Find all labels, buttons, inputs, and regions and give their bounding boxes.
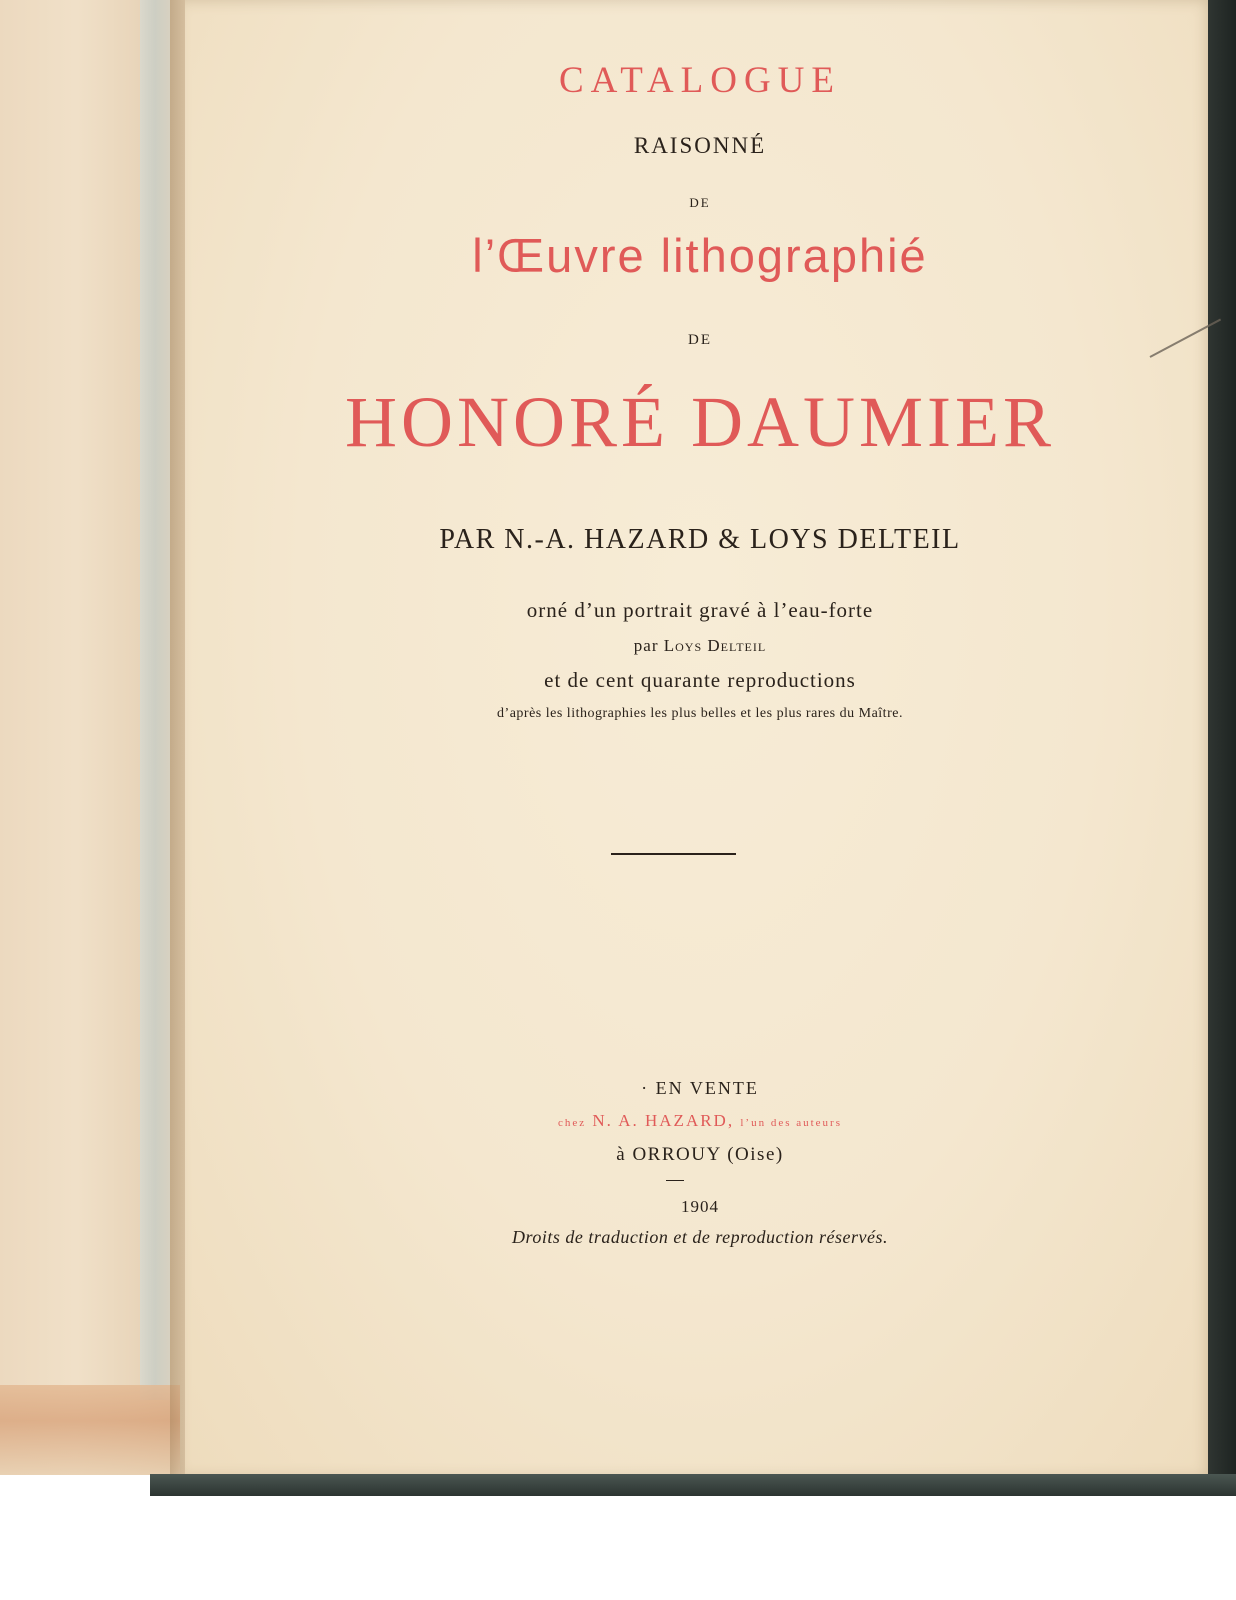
dapres-note: d’après les lithographies les plus belles et les plus rares du Maître.: [497, 706, 903, 721]
place-line: à ORROUY (Oise): [616, 1144, 784, 1165]
en-vente-line: · EN VENTE: [641, 1078, 759, 1098]
engraver-prefix: par: [633, 636, 659, 655]
engraver-credit: [185, 637, 1215, 654]
left-leaf-stain: [0, 1385, 180, 1475]
de-line-2: DE: [688, 332, 712, 348]
gutter-binding-strip: [140, 0, 170, 1400]
scan-margin: [0, 1496, 1236, 1600]
publisher-line: [185, 1112, 1215, 1129]
title-page: [185, 0, 1215, 1478]
publisher-name: N. A. HAZARD,: [592, 1111, 735, 1130]
publisher-suffix: l’un des auteurs: [740, 1117, 842, 1129]
cover-board-edge: [1208, 0, 1236, 1500]
divider-rule: [611, 853, 736, 855]
reproductions-note: et de cent quarante reproductions: [544, 668, 856, 692]
rights-notice: Droits de traduction et de reproduction réservés.: [512, 1227, 888, 1247]
portrait-note: orné d’un portrait gravé à l’eau-forte: [526, 598, 874, 622]
cover-board-bottom: [150, 1474, 1236, 1496]
engraver-name: Loys Delteil: [663, 636, 767, 655]
artist-name: HONORÉ DAUMIER: [345, 382, 1055, 462]
raisonne-line: RAISONNÉ: [633, 133, 767, 158]
short-divider: [666, 1180, 684, 1181]
publication-year: 1904: [681, 1197, 719, 1216]
de-line-1: DE: [689, 195, 711, 210]
catalogue-heading: CATALOGUE: [558, 60, 842, 101]
publisher-prefix: chez: [557, 1117, 587, 1129]
oeuvre-title: l’Œuvre lithographié: [472, 229, 928, 282]
authors-line: PAR N.-A. HAZARD & LOYS DELTEIL: [439, 524, 961, 555]
